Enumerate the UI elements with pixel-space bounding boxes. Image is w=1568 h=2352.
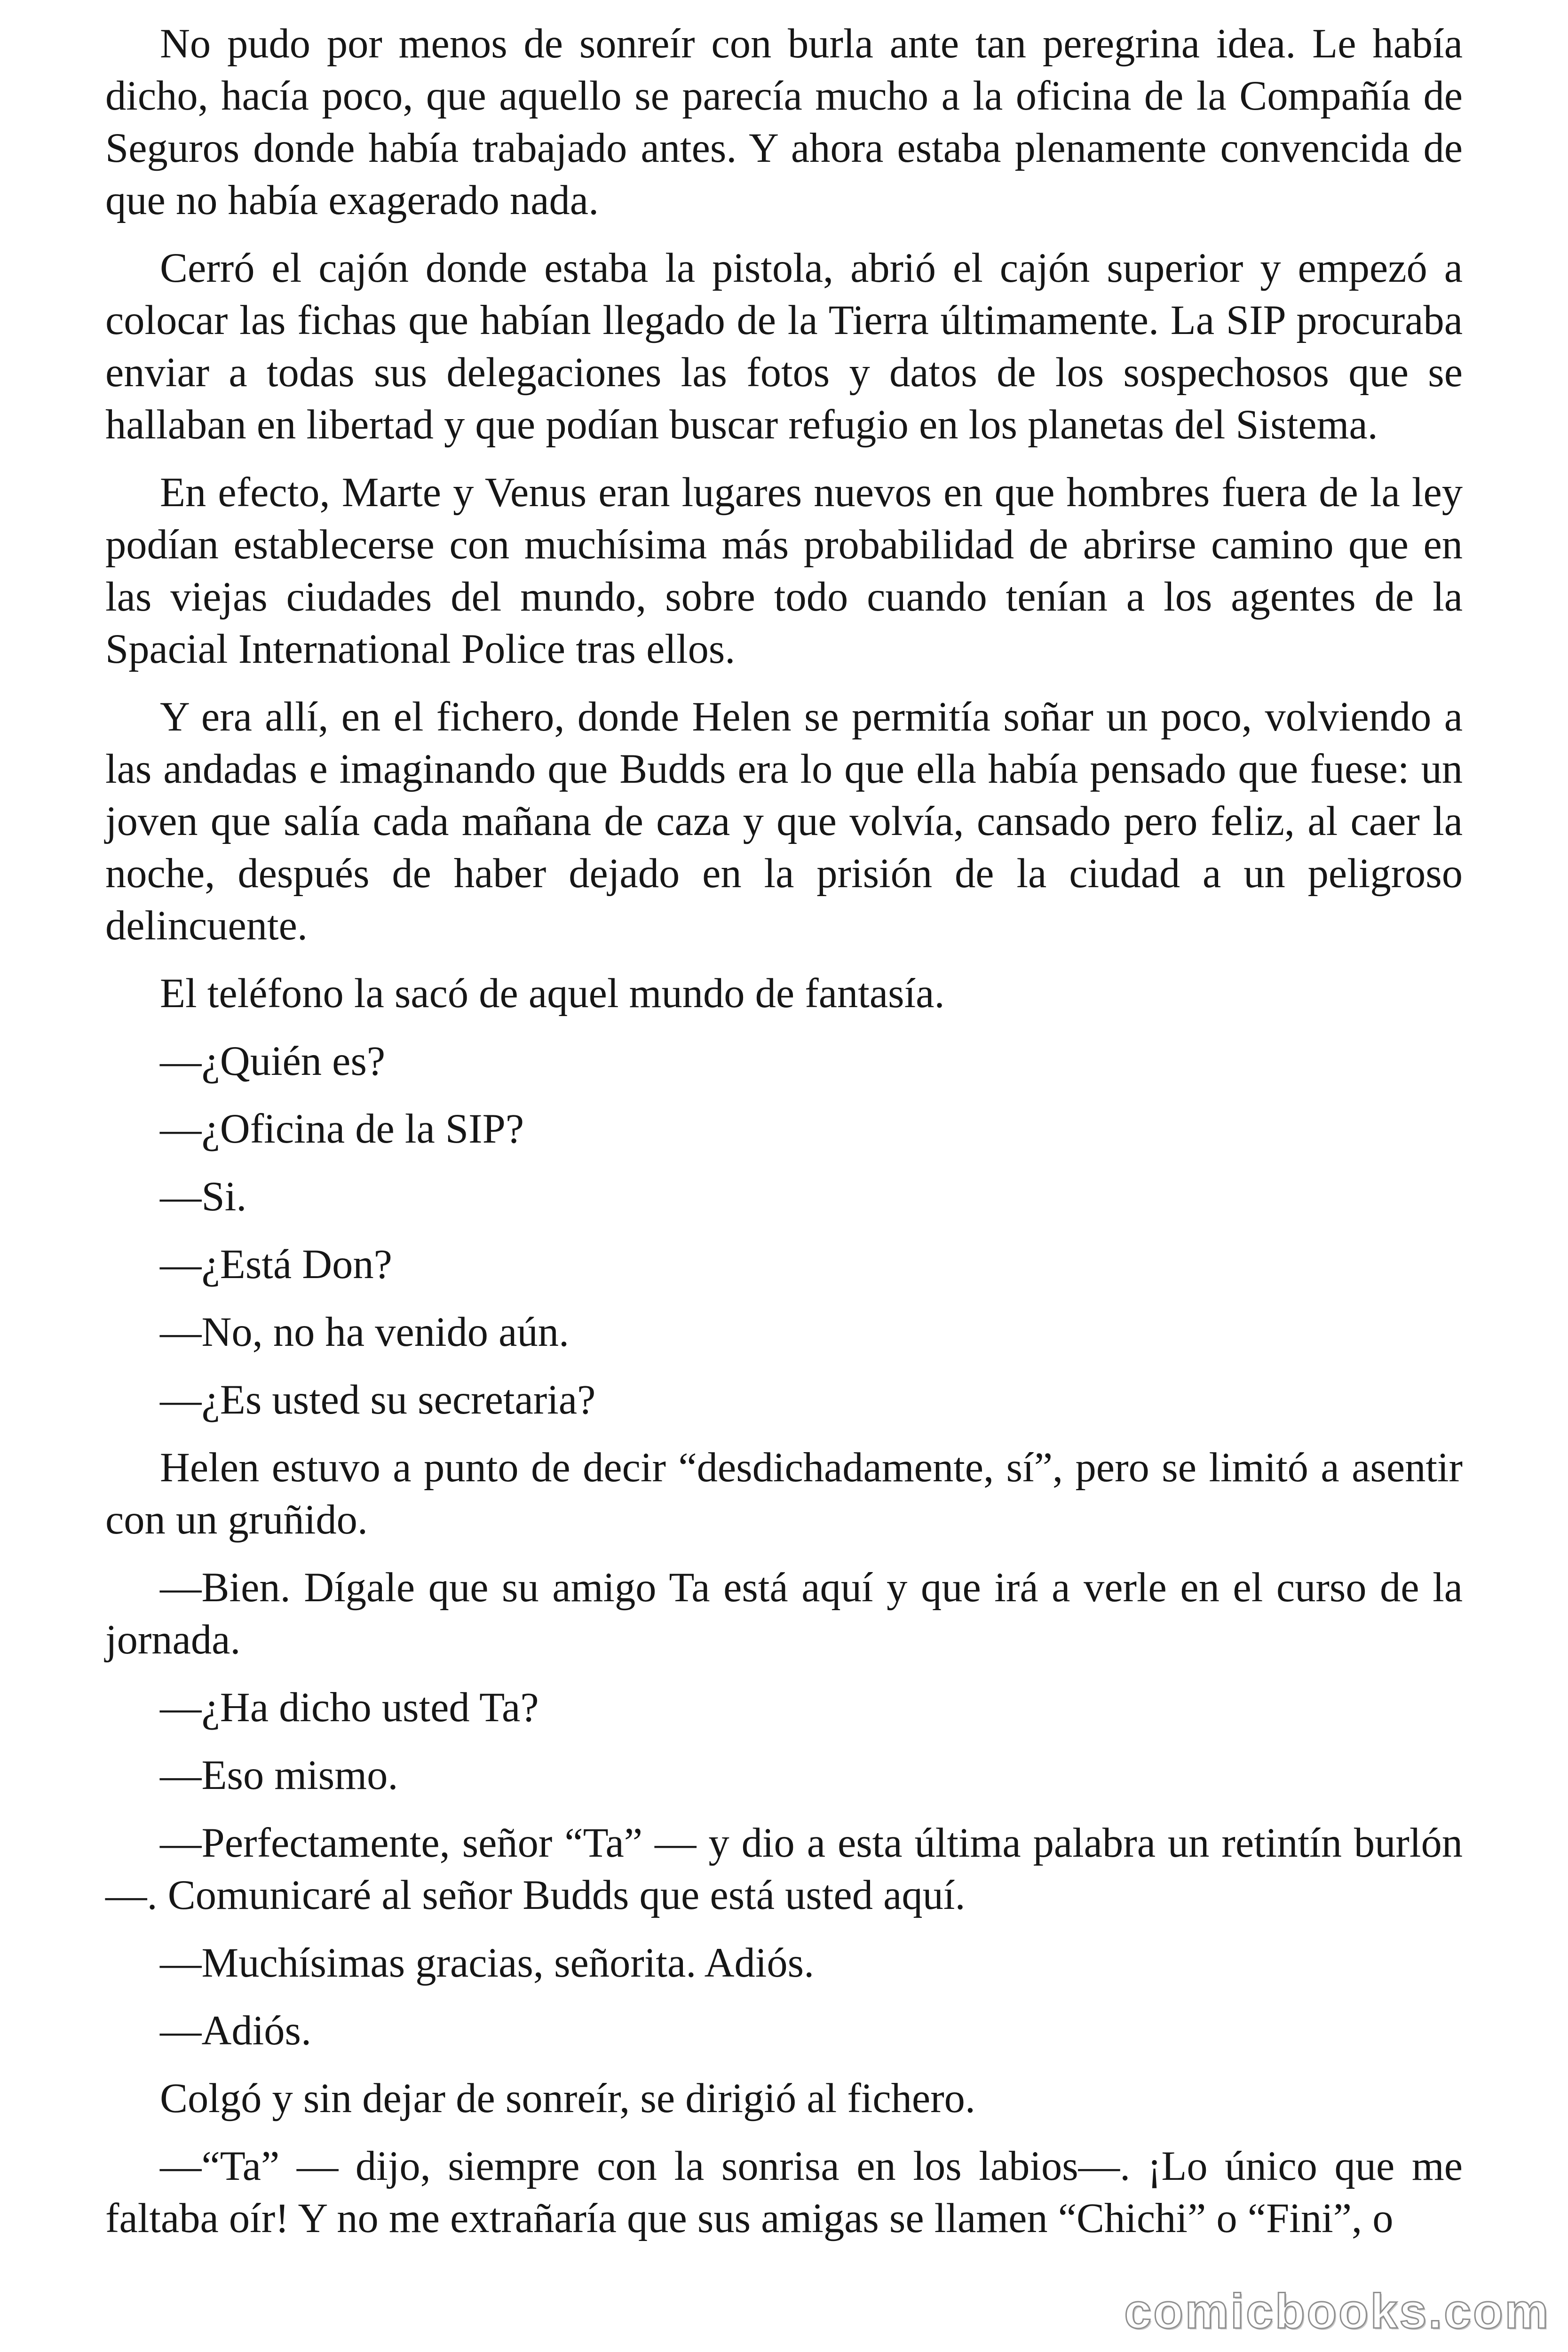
dialogue-line: —“Ta” — dijo, siempre con la sonrisa en los labios—. ¡Lo único que me faltaba oír! Y no me extrañaría que sus amigas se llamen “Chichi” o “Fini”, o (105, 2143, 1463, 2241)
dialogue-line: —¿Está Don? (160, 1241, 392, 1287)
dialogue-line: —Si. (160, 1174, 247, 1220)
dialogue-line: —¿Ha dicho usted Ta? (160, 1685, 539, 1731)
paragraph: No pudo por menos de sonreír con burla ante tan peregrina idea. Le había dicho, hacía poco, que aquello se parecía mucho a la oficina de la Compañía de Seguros donde había trabajado antes. Y ahora estaba plenamente convencida de que no había exagerado nada. (105, 21, 1463, 223)
paragraph: Cerró el cajón donde estaba la pistola, abrió el cajón superior y empezó a colocar las fichas que habían llegado de la Tierra últimamente. La SIP procuraba enviar a todas sus delegaciones las fotos y datos de los sospechosos que se hallaban en libertad y que podían buscar refugio en los planetas del Sistema. (105, 245, 1463, 448)
dialogue-line: —Perfectamente, señor “Ta” — y dio a esta última palabra un retintín burlón—. Comunicaré al señor Budds que está usted aquí. (105, 1820, 1463, 1918)
dialogue-line: —Bien. Dígale que su amigo Ta está aquí y que irá a verle en el curso de la jornada. (105, 1565, 1463, 1663)
paragraph: El teléfono la sacó de aquel mundo de fantasía. (160, 970, 945, 1017)
page-text (105, 18, 1463, 2260)
dialogue-line: —Eso mismo. (160, 1752, 398, 1798)
dialogue-line: —Adiós. (160, 2008, 312, 2054)
dialogue-line: —¿Quién es? (160, 1038, 386, 1084)
paragraph: Helen estuvo a punto de decir “desdichadamente, sí”, pero se limitó a asentir con un gruñido. (105, 1445, 1463, 1543)
dialogue-line: —Muchísimas gracias, señorita. Adiós. (160, 1940, 815, 1986)
dialogue-line: —¿Es usted su secretaria? (160, 1377, 596, 1423)
paragraph: Colgó y sin dejar de sonreír, se dirigió al fichero. (160, 2075, 976, 2122)
paragraph: En efecto, Marte y Venus eran lugares nuevos en que hombres fuera de la ley podían establecerse con muchísima más probabilidad de abrirse camino que en las viejas ciudades del mundo, sobre todo cuando tenían a los agentes de la Spacial International Police tras ellos. (105, 469, 1463, 672)
watermark-logo: comicbooks.com (1124, 2284, 1550, 2339)
paragraph: Y era allí, en el fichero, donde Helen se permitía soñar un poco, volviendo a las andadas e imaginando que Budds era lo que ella había pensado que fuese: un joven que salía cada mañana de caza y que volvía, cansado pero feliz, al caer la noche, después de haber dejado en la prisión de la ciudad a un peligroso delincuente. (105, 694, 1463, 949)
dialogue-line: —No, no ha venido aún. (160, 1309, 570, 1355)
dialogue-line: —¿Oficina de la SIP? (160, 1106, 524, 1152)
